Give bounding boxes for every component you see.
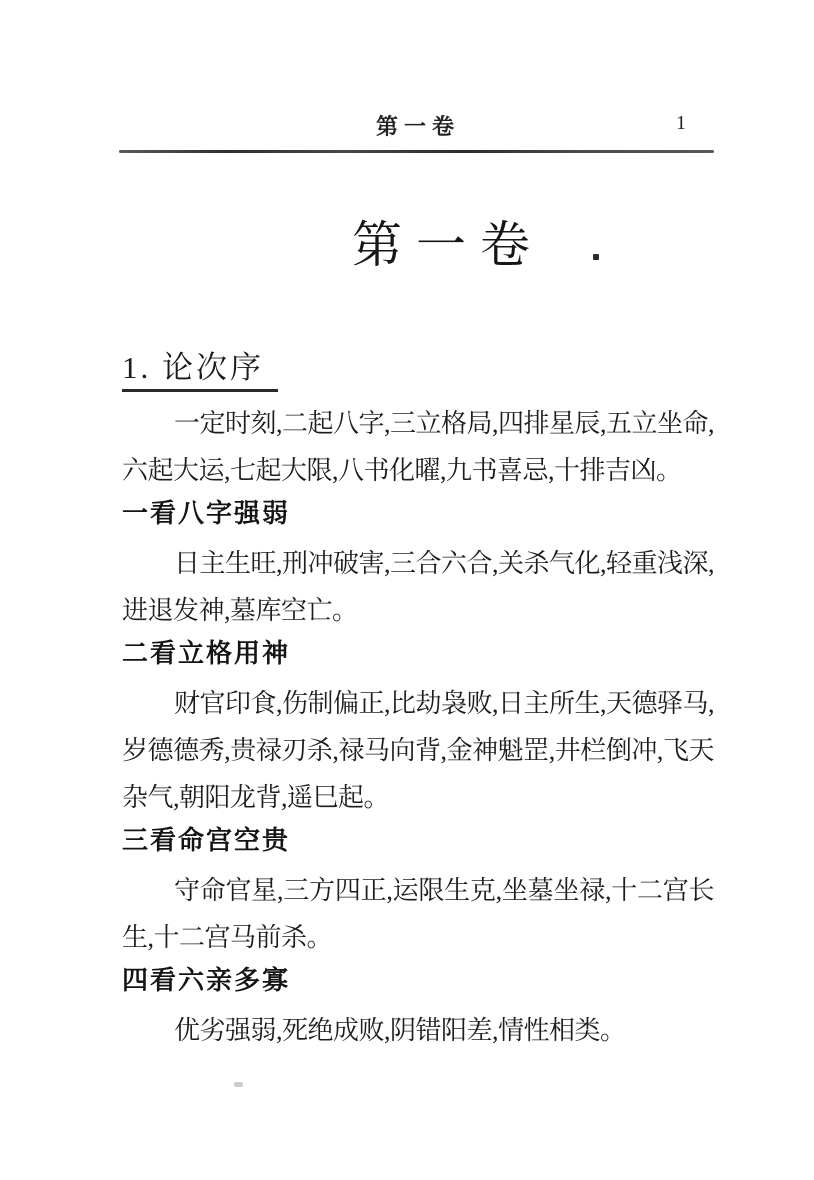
subsection-heading: 二看立格用神	[122, 638, 291, 668]
page-content	[122, 350, 714, 1054]
subsection-heading: 一看八字强弱	[122, 498, 291, 528]
paragraph: 财官印食,伤制偏正,比劫袅败,日主所生,天德驿马,岁德德秀,贵禄刃杀,禄马向背,金神魁罡,井栏倒冲,飞天杂气,朝阳龙背,遥巳起。	[122, 689, 715, 812]
paragraph: 一定时刻,二起八字,三立格局,四排星辰,五立坐命,六起大运,七起大限,八书化曜,九书喜忌,十排吉凶。	[122, 409, 715, 485]
ink-smudge	[234, 1082, 243, 1087]
subsection-heading: 三看命宫空贵	[122, 825, 291, 855]
chapter-title: 第一卷	[352, 217, 544, 273]
section-title-row	[122, 350, 714, 392]
page-number: 1	[676, 112, 686, 134]
subsection-heading: 四看六亲多寡	[122, 965, 291, 995]
paragraph: 守命官星,三方四正,运限生克,坐墓坐禄,十二宫长生,十二宫马前杀。	[122, 876, 714, 952]
running-header	[122, 110, 714, 141]
header-rule	[119, 150, 714, 153]
ink-speck	[593, 254, 599, 260]
paragraph: 优劣强弱,死绝成败,阴错阳差,情性相类。	[174, 1016, 626, 1045]
running-header-title: 第一卷	[375, 114, 460, 139]
section-title: 1. 论次序	[122, 350, 278, 392]
paragraph: 日主生旺,刑冲破害,三合六合,关杀气化,轻重浅深,进退发神,墓库空亡。	[122, 549, 715, 625]
